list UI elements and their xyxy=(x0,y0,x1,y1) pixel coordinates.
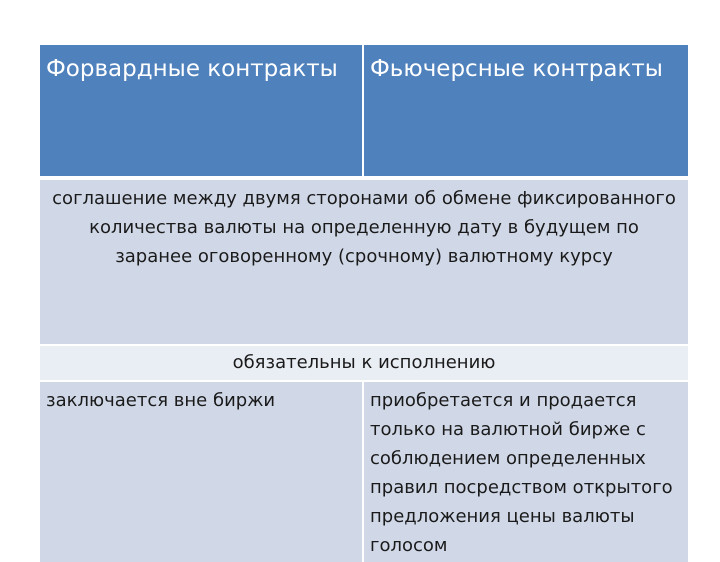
table-row-definition xyxy=(40,180,688,344)
table-row-trading xyxy=(40,382,688,562)
comparison-table xyxy=(40,45,688,556)
header-forward: Форвардные контракты xyxy=(46,56,338,82)
table-row-obligation xyxy=(40,346,688,380)
definition-cell: соглашение между двумя сторонами об обмене фиксированного количества валюты на определенную дату в будущем по заранее оговоренному (срочному) валютному курсу xyxy=(52,188,676,267)
header-futures: Фьючерсные контракты xyxy=(370,56,663,82)
futures-trading-cell: приобретается и продается только на валютной бирже с соблюдением определенных правил посредством открытого предложения цены валюты голосом xyxy=(364,382,688,562)
forward-trading-cell: заключается вне биржи xyxy=(46,390,276,411)
table-header-row xyxy=(40,45,688,176)
obligation-cell: обязательны к исполнению xyxy=(232,352,496,373)
